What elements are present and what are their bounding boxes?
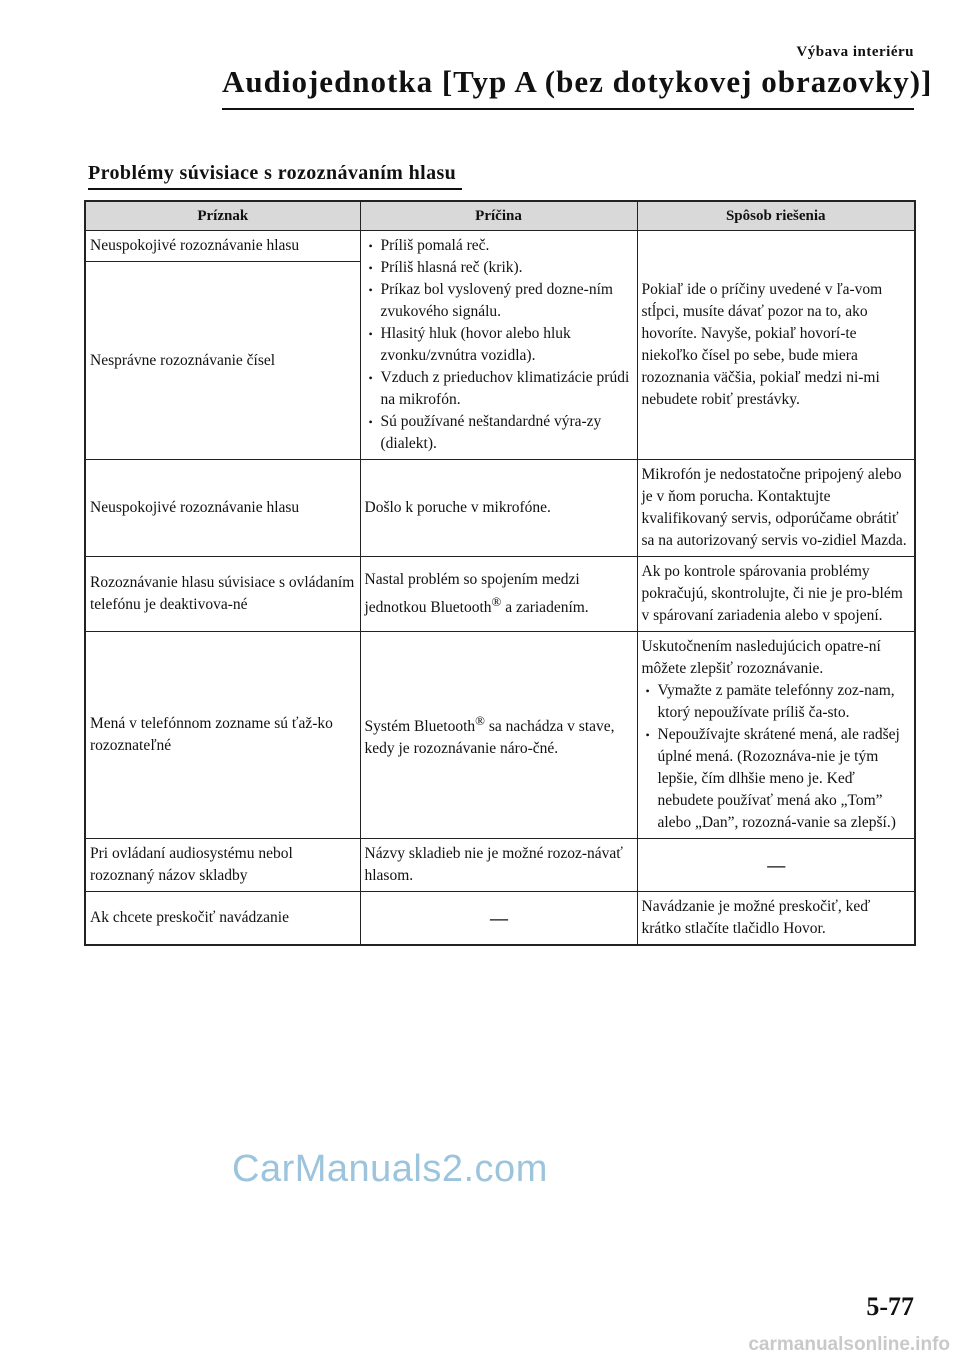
solution-intro: Uskutočnením nasledujúcich opatre-ní môžete zlepšiť rozoznávanie. xyxy=(641,638,881,677)
solution-cell: Ak po kontrole spárovania problémy pokračujú, skontrolujte, či nie je pro-blém v spárovaní zariadenia alebo v spojení. xyxy=(637,557,915,632)
table-row xyxy=(85,460,915,557)
cause-text: Nastal problém so spojením medzi jednotkou Bluetooth xyxy=(364,570,580,617)
troubleshooting-table xyxy=(84,200,916,946)
solution-cell: Mikrofón je nedostatočne pripojený alebo je v ňom porucha. Kontaktujte kvalifikovaný servis, odporúčame obrátiť sa na autorizovaný servis vo-zidiel Mazda. xyxy=(637,460,915,557)
symptom-cell: Nesprávne rozoznávanie čísel xyxy=(85,262,360,460)
cause-cell xyxy=(360,231,637,460)
table-row xyxy=(85,839,915,892)
symptom-cell: Neuspokojivé rozoznávanie hlasu xyxy=(85,231,360,262)
watermark-logo: CarManuals2.com xyxy=(232,1148,548,1190)
registered-mark: ® xyxy=(475,712,485,728)
list-item: • Sú používané neštandardné výra-zy (dialekt). xyxy=(365,411,634,455)
table-row xyxy=(85,557,915,632)
registered-mark: ® xyxy=(491,593,502,609)
table-row xyxy=(85,632,915,839)
list-item: • Hlasitý hluk (hovor alebo hluk zvonku/zvnútra vozidla). xyxy=(365,323,634,367)
table-row xyxy=(85,231,915,262)
solution-cell xyxy=(637,632,915,839)
table-header-row xyxy=(85,201,915,231)
header-solution: Spôsob riešenia xyxy=(637,201,915,231)
solution-cell: Navádzanie je možné preskočiť, keď krátko stlačíte tlačidlo Hovor. xyxy=(637,892,915,946)
title-rule xyxy=(222,108,914,110)
solution-cell: — xyxy=(637,839,915,892)
symptom-cell: Rozoznávanie hlasu súvisiace s ovládaním telefónu je deaktivova-né xyxy=(85,557,360,632)
list-item: • Nepoužívajte skrátené mená, ale radšej úplné mená. (Rozoznáva-nie je tým lepšie, čím dlhšie meno je. Keď nebudete používať mená ako „Tom” alebo „Dan”, rozozná-vanie sa zlepší.) xyxy=(642,724,912,834)
cause-cell: — xyxy=(360,892,637,946)
cause-text-end: sa nachádza v stave, kedy je rozoznávanie náro-čné. xyxy=(364,718,615,758)
solution-cell: Pokiaľ ide o príčiny uvedené v ľa-vom stĺpci, musíte dávať pozor na to, ako hovoríte. Navyše, pokiaľ hovorí-te niekoľko čísel po sebe, bude miera rozoznania väčšia, pokiaľ medzi ni-mi nebudete robiť prestávky. xyxy=(637,231,915,460)
symptom-cell: Pri ovládaní audiosystému nebol rozoznaný názov skladby xyxy=(85,839,360,892)
watermark-corner: carmanualsonline.info xyxy=(748,1334,950,1355)
list-item: • Príkaz bol vyslovený pred dozne-ním zvukového signálu. xyxy=(365,279,634,323)
header-cause: Príčina xyxy=(360,201,637,231)
cause-cell: Došlo k poruche v mikrofóne. xyxy=(360,460,637,557)
cause-text-end: a zariadením. xyxy=(501,599,589,617)
page-title: Audiojednotka [Typ A (bez dotykovej obrazovky)] xyxy=(222,64,933,99)
page-number: 5-77 xyxy=(866,1292,914,1321)
symptom-cell: Ak chcete preskočiť navádzanie xyxy=(85,892,360,946)
list-item: • Príliš hlasná reč (krik). xyxy=(365,257,634,279)
cause-cell xyxy=(360,632,637,839)
cause-cell: Názvy skladieb nie je možné rozoz-návať hlasom. xyxy=(360,839,637,892)
cause-text: Systém Bluetooth xyxy=(364,718,476,736)
cause-list xyxy=(365,235,634,455)
section-title: Problémy súvisiace s rozoznávaním hlasu xyxy=(88,162,462,190)
symptom-cell: Mená v telefónnom zozname sú ťaž-ko rozoznateľné xyxy=(85,632,360,839)
header-symptom: Príznak xyxy=(85,201,360,231)
solution-list xyxy=(642,680,912,834)
symptom-cell: Neuspokojivé rozoznávanie hlasu xyxy=(85,460,360,557)
cause-cell xyxy=(360,557,637,632)
list-item: • Príliš pomalá reč. xyxy=(365,235,634,257)
table-row xyxy=(85,892,915,946)
list-item: • Vzduch z prieduchov klimatizácie prúdi na mikrofón. xyxy=(365,367,634,411)
chapter-label: Výbava interiéru xyxy=(796,44,914,60)
list-item: • Vymažte z pamäte telefónny zoz-nam, ktorý nepoužívate príliš ča-sto. xyxy=(642,680,912,724)
